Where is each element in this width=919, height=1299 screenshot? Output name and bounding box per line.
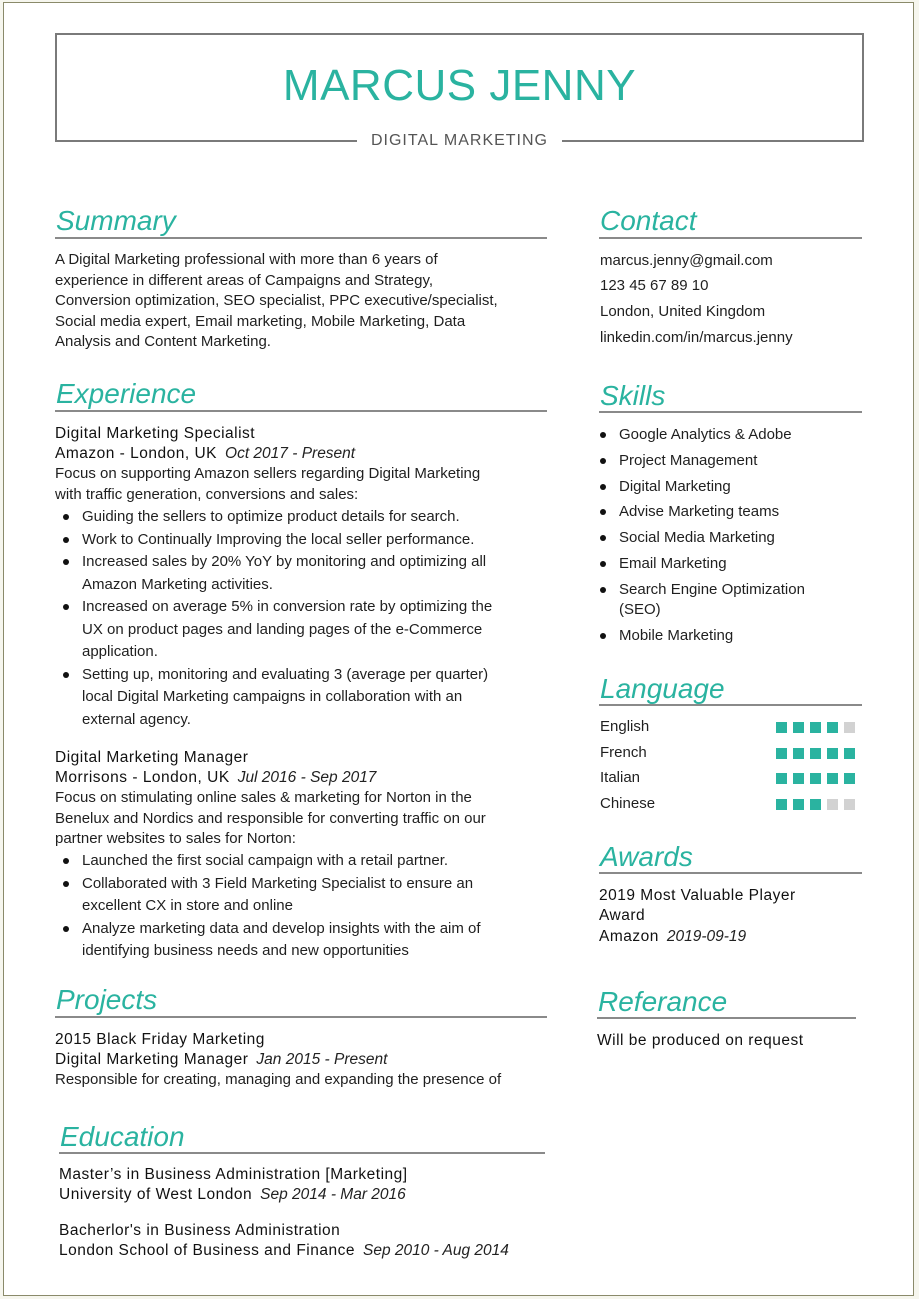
level-square-filled [827,722,838,733]
company-name: Morrisons - London, UK [55,769,230,786]
job-bullet [55,850,555,873]
contact-heading: Contact [600,205,697,236]
summary-rule [55,237,547,239]
skill-line: Digital Marketing [619,477,731,495]
skill-line: Mobile Marketing [619,627,734,645]
job-role: Digital Marketing Specialist [55,425,256,442]
experience-heading: Experience [56,378,197,409]
education-rule [59,1152,545,1154]
skill-line: Advise Marketing teams [619,503,780,521]
level-square-filled [844,748,855,759]
job-bullets [55,850,555,963]
bullet-line: Increased on average 5% in conversion rate by optimizing the [82,598,493,615]
level-square-filled [810,722,821,733]
language-name: Italian [600,769,641,786]
contact-phone: 123 45 67 89 10 [600,277,709,294]
level-square-filled [793,799,804,810]
skill-item [599,451,862,472]
job-bullet [55,873,555,918]
job-description-line: Benelux and Nordics and responsible for converting traffic on our [55,809,486,827]
language-row [600,768,862,788]
project-name: 2015 Black Friday Marketing [55,1031,265,1048]
job-bullets [55,506,555,731]
award-title-line: Award [599,907,646,924]
job-description-line: Focus on supporting Amazon sellers regarding Digital Marketing [55,465,481,482]
bullet-line: UX on product pages and landing pages of the e-Commerce [82,620,483,638]
job-bullet [55,551,555,596]
skills-heading: Skills [600,380,666,411]
job-bullet [55,529,555,552]
level-square-filled [776,799,787,810]
job-bullet [55,918,555,963]
summary-text [55,250,555,353]
education-school [59,1185,406,1205]
education-heading: Education [60,1121,185,1152]
contact-linkedin[interactable]: linkedin.com/in/marcus.jenny [600,329,793,346]
level-square-filled [810,799,821,810]
job-bullet [55,596,555,664]
experience-rule [55,410,547,412]
education-dates: Sep 2014 - Mar 2016 [260,1186,406,1203]
skill-item [599,554,862,575]
job-title: DIGITAL MARKETING [357,127,562,155]
skill-item [599,425,862,446]
job-role: Digital Marketing Manager [55,749,249,766]
level-square-filled [810,748,821,759]
summary-line: Social media expert, Email marketing, Mobile Marketing, Data [55,312,466,330]
school-name: London School of Business and Finance [59,1242,355,1259]
job-description-line: Focus on stimulating online sales & marketing for Norton in the [55,789,472,806]
level-square-filled [844,773,855,784]
project-role-title: Digital Marketing Manager [55,1051,249,1068]
language-level [776,748,855,759]
project-description: Responsible for creating, managing and expanding the presence of [55,1071,502,1088]
bullet-line: local Digital Marketing campaigns in collaboration with an [82,688,463,705]
skill-line: Social Media Marketing [619,529,775,547]
skill-item [599,477,862,498]
language-rule [599,704,862,706]
skill-item [599,502,862,523]
job-description-line: with traffic generation, conversions and sales: [55,485,359,503]
skill-line: Project Management [619,451,758,469]
level-square-filled [776,773,787,784]
level-square-filled [793,773,804,784]
bullet-line: Analyze marketing data and develop insights with the aim of [82,919,481,937]
level-square-filled [793,748,804,759]
education-school [59,1241,509,1261]
candidate-name: MARCUS JENNY [282,61,637,110]
education-dates: Sep 2010 - Aug 2014 [362,1242,509,1259]
summary-line: A Digital Marketing professional with more than 6 years of [55,251,438,268]
skill-line: (SEO) [619,601,661,619]
language-row [600,743,862,763]
level-square-filled [810,773,821,784]
level-square-empty [844,722,855,733]
level-square-filled [827,773,838,784]
language-name: French [600,744,647,761]
summary-line: Conversion optimization, SEO specialist, PPC executive/specialist, [55,292,498,309]
bullet-line: Collaborated with 3 Field Marketing Specialist to ensure an [82,874,474,892]
language-name: Chinese [600,795,656,812]
summary-line: Analysis and Content Marketing. [55,333,271,350]
award-organization: Amazon [599,928,659,945]
reference-rule [597,1017,856,1019]
job-dates: Jul 2016 - Sep 2017 [237,769,377,786]
language-heading: Language [600,673,725,704]
skill-item [599,626,862,647]
job-company [55,444,355,464]
bullet-line: external agency. [82,710,191,728]
job-bullet [55,506,555,529]
project-role [55,1050,387,1070]
job-bullet [55,664,555,732]
award-date: 2019-09-19 [666,928,747,945]
level-square-filled [776,748,787,759]
bullet-line: application. [82,643,158,660]
project-dates: Jan 2015 - Present [256,1051,388,1068]
award-title [599,886,796,926]
reference-heading: Referance [598,986,728,1017]
level-square-filled [776,722,787,733]
skills-rule [599,411,862,413]
header-frame [55,33,864,142]
contact-rule [599,237,862,239]
skills-list [599,425,862,652]
language-name: English [600,718,650,735]
language-row [600,794,862,814]
job-dates: Oct 2017 - Present [225,445,356,462]
language-level [776,799,855,810]
skill-line: Search Engine Optimization [619,580,805,598]
bullet-line: Work to Continually Improving the local seller performance. [82,530,475,548]
projects-rule [55,1016,547,1018]
awards-heading: Awards [600,841,693,872]
contact-location: London, United Kingdom [600,303,766,320]
bullet-line: Amazon Marketing activities. [82,575,273,593]
contact-email[interactable]: marcus.jenny@gmail.com [600,252,773,269]
skill-item [599,580,862,621]
bullet-line: identifying business needs and new opportunities [82,942,409,959]
projects-heading: Projects [56,984,158,1015]
company-name: Amazon - London, UK [55,445,218,462]
summary-heading: Summary [56,205,176,236]
skill-line: Google Analytics & Adobe [619,426,792,443]
award-org [599,927,746,947]
education-degree: Bacherlor's in Business Administration [59,1222,341,1239]
bullet-line: excellent CX in store and online [82,897,293,914]
language-level [776,722,855,733]
reference-text: Will be produced on request [597,1032,804,1049]
education-degree: Master’s in Business Administration [Marketing] [59,1166,408,1183]
level-square-empty [827,799,838,810]
awards-rule [599,872,862,874]
bullet-line: Launched the first social campaign with a retail partner. [82,852,449,869]
job-company [55,768,376,788]
bullet-line: Increased sales by 20% YoY by monitoring and optimizing all [82,553,487,570]
language-row [600,717,862,737]
skill-item [599,528,862,549]
job-description [55,464,555,505]
bullet-line: Setting up, monitoring and evaluating 3 (average per quarter) [82,665,489,683]
job-description-line: partner websites to sales for Norton: [55,830,296,847]
level-square-filled [793,722,804,733]
school-name: University of West London [59,1186,253,1203]
job-description [55,788,555,850]
award-title-line: 2019 Most Valuable Player [599,887,796,904]
skill-line: Email Marketing [619,554,727,572]
level-square-empty [844,799,855,810]
bullet-line: Guiding the sellers to optimize product details for search. [82,508,460,525]
summary-line: experience in different areas of Campaigns and Strategy, [55,271,434,289]
language-level [776,773,855,784]
level-square-filled [827,748,838,759]
